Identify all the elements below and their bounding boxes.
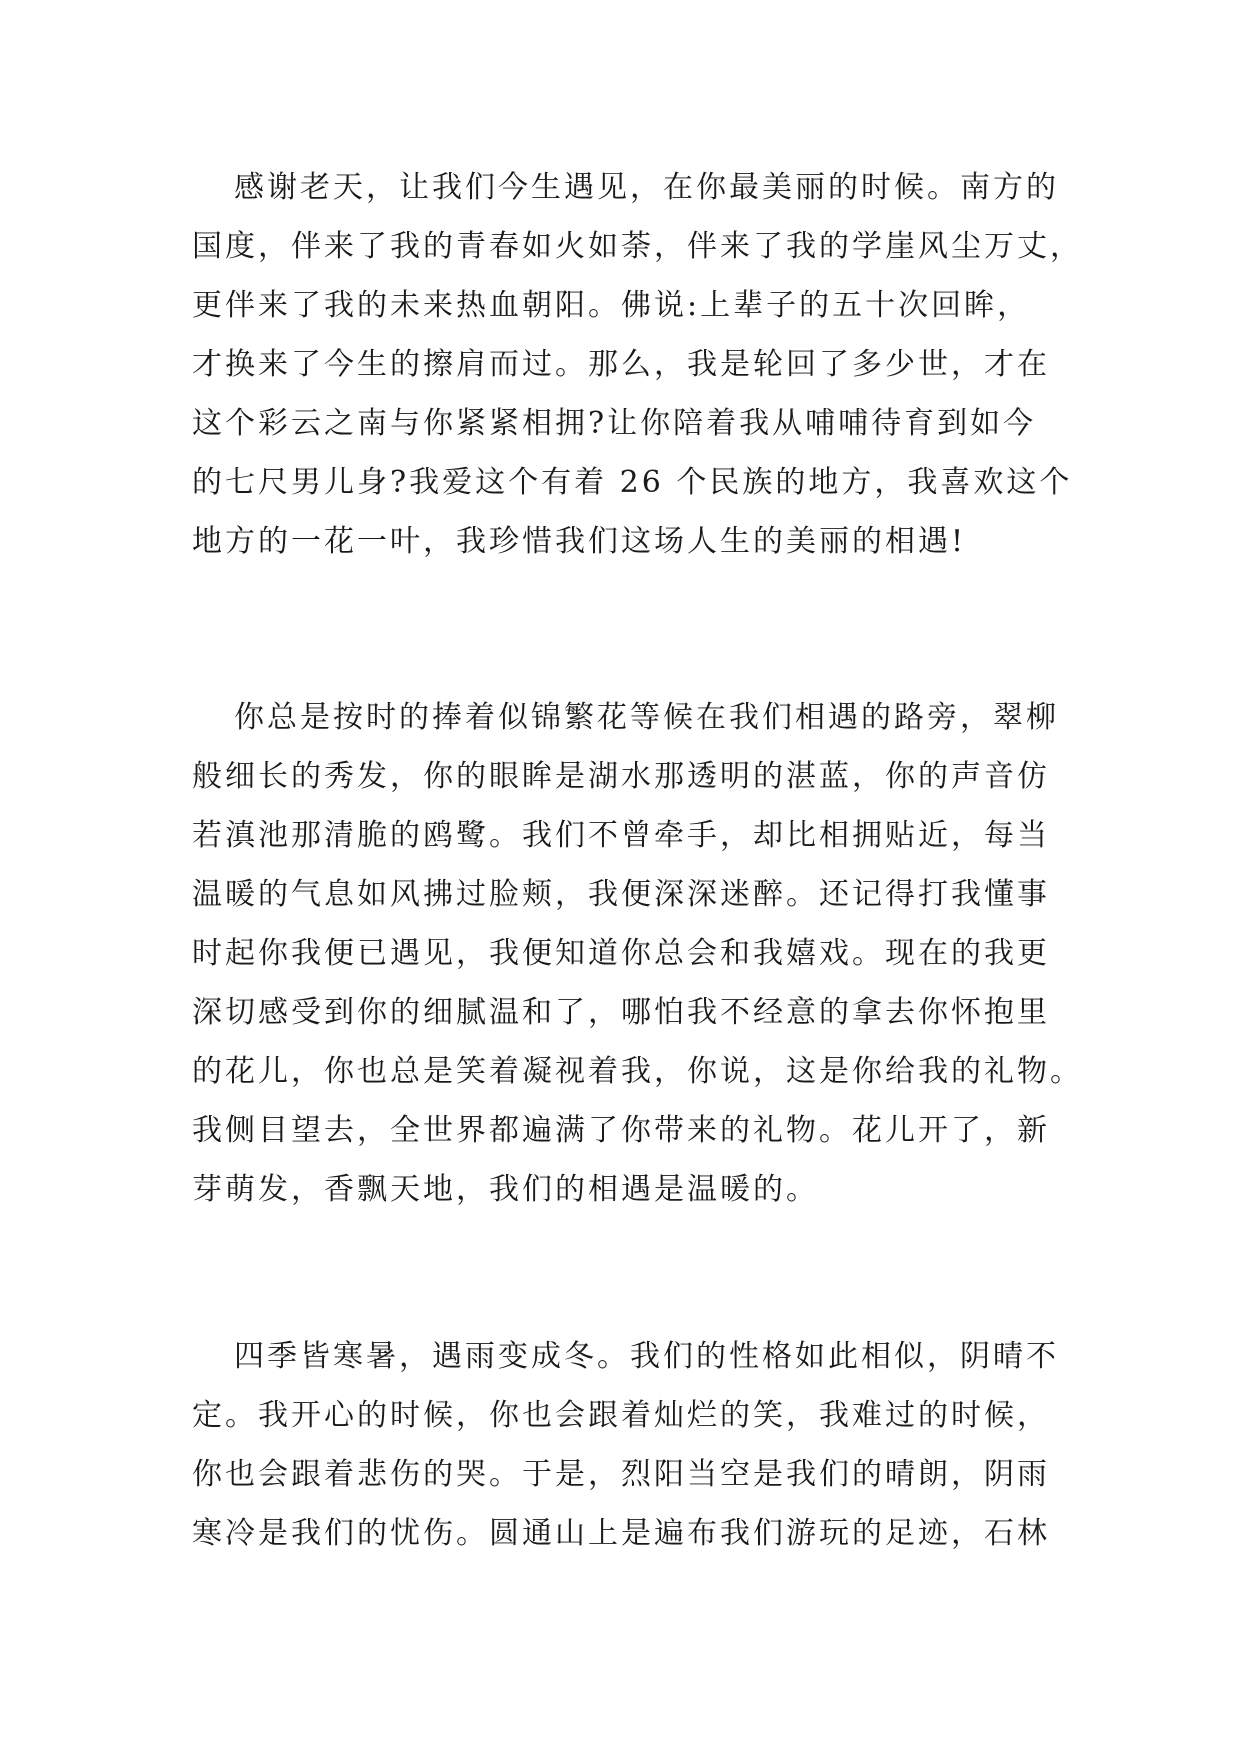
text-line: 时起你我便已遇见，我便知道你总会和我嬉戏。现在的我更 <box>192 936 1050 971</box>
text-line: 你总是按时的捧着似锦繁花等候在我们相遇的路旁，翠柳 <box>234 700 1059 735</box>
text-line: 芽萌发，香飘天地，我们的相遇是温暖的。 <box>192 1172 819 1207</box>
text-line: 我侧目望去，全世界都遍满了你带来的礼物。花儿开了，新 <box>192 1113 1050 1148</box>
text-line: 般细长的秀发，你的眼眸是湖水那透明的湛蓝，你的声音仿 <box>192 759 1050 794</box>
text-line: 才换来了今生的擦肩而过。那么，我是轮回了多少世，才在 <box>192 347 1050 382</box>
text-line: 更伴来了我的未来热血朝阳。佛说:上辈子的五十次回眸， <box>192 288 1031 323</box>
paragraph-1 <box>192 158 1083 571</box>
text-line: 这个彩云之南与你紧紧相拥?让你陪着我从哺哺待育到如今 <box>192 406 1037 441</box>
text-line: 的七尺男儿身?我爱这个有着 26 个民族的地方，我喜欢这个 <box>192 465 1073 500</box>
text-line: 温暖的气息如风拂过脸颊，我便深深迷醉。还记得打我懂事 <box>192 877 1050 912</box>
text-line: 的花儿，你也总是笑着凝视着我，你说，这是你给我的礼物。 <box>192 1054 1083 1089</box>
text-line: 定。我开心的时候，你也会跟着灿烂的笑，我难过的时候， <box>192 1398 1050 1433</box>
text-line: 地方的一花一叶，我珍惜我们这场人生的美丽的相遇! <box>192 524 967 559</box>
paragraph-2 <box>192 688 1083 1219</box>
text-line: 四季皆寒暑，遇雨变成冬。我们的性格如此相似，阴晴不 <box>234 1339 1059 1374</box>
paragraph-3 <box>192 1327 1062 1563</box>
text-line: 深切感受到你的细腻温和了，哪怕我不经意的拿去你怀抱里 <box>192 995 1050 1030</box>
text-line: 国度，伴来了我的青春如火如荼，伴来了我的学崖风尘万丈， <box>192 229 1083 264</box>
text-line: 寒冷是我们的忧伤。圆通山上是遍布我们游玩的足迹，石林 <box>192 1516 1050 1551</box>
text-line: 你也会跟着悲伤的哭。于是，烈阳当空是我们的晴朗，阴雨 <box>192 1457 1050 1492</box>
text-line: 若滇池那清脆的鸥鹭。我们不曾牵手，却比相拥贴近，每当 <box>192 818 1050 853</box>
text-line: 感谢老天，让我们今生遇见，在你最美丽的时候。南方的 <box>234 170 1059 205</box>
